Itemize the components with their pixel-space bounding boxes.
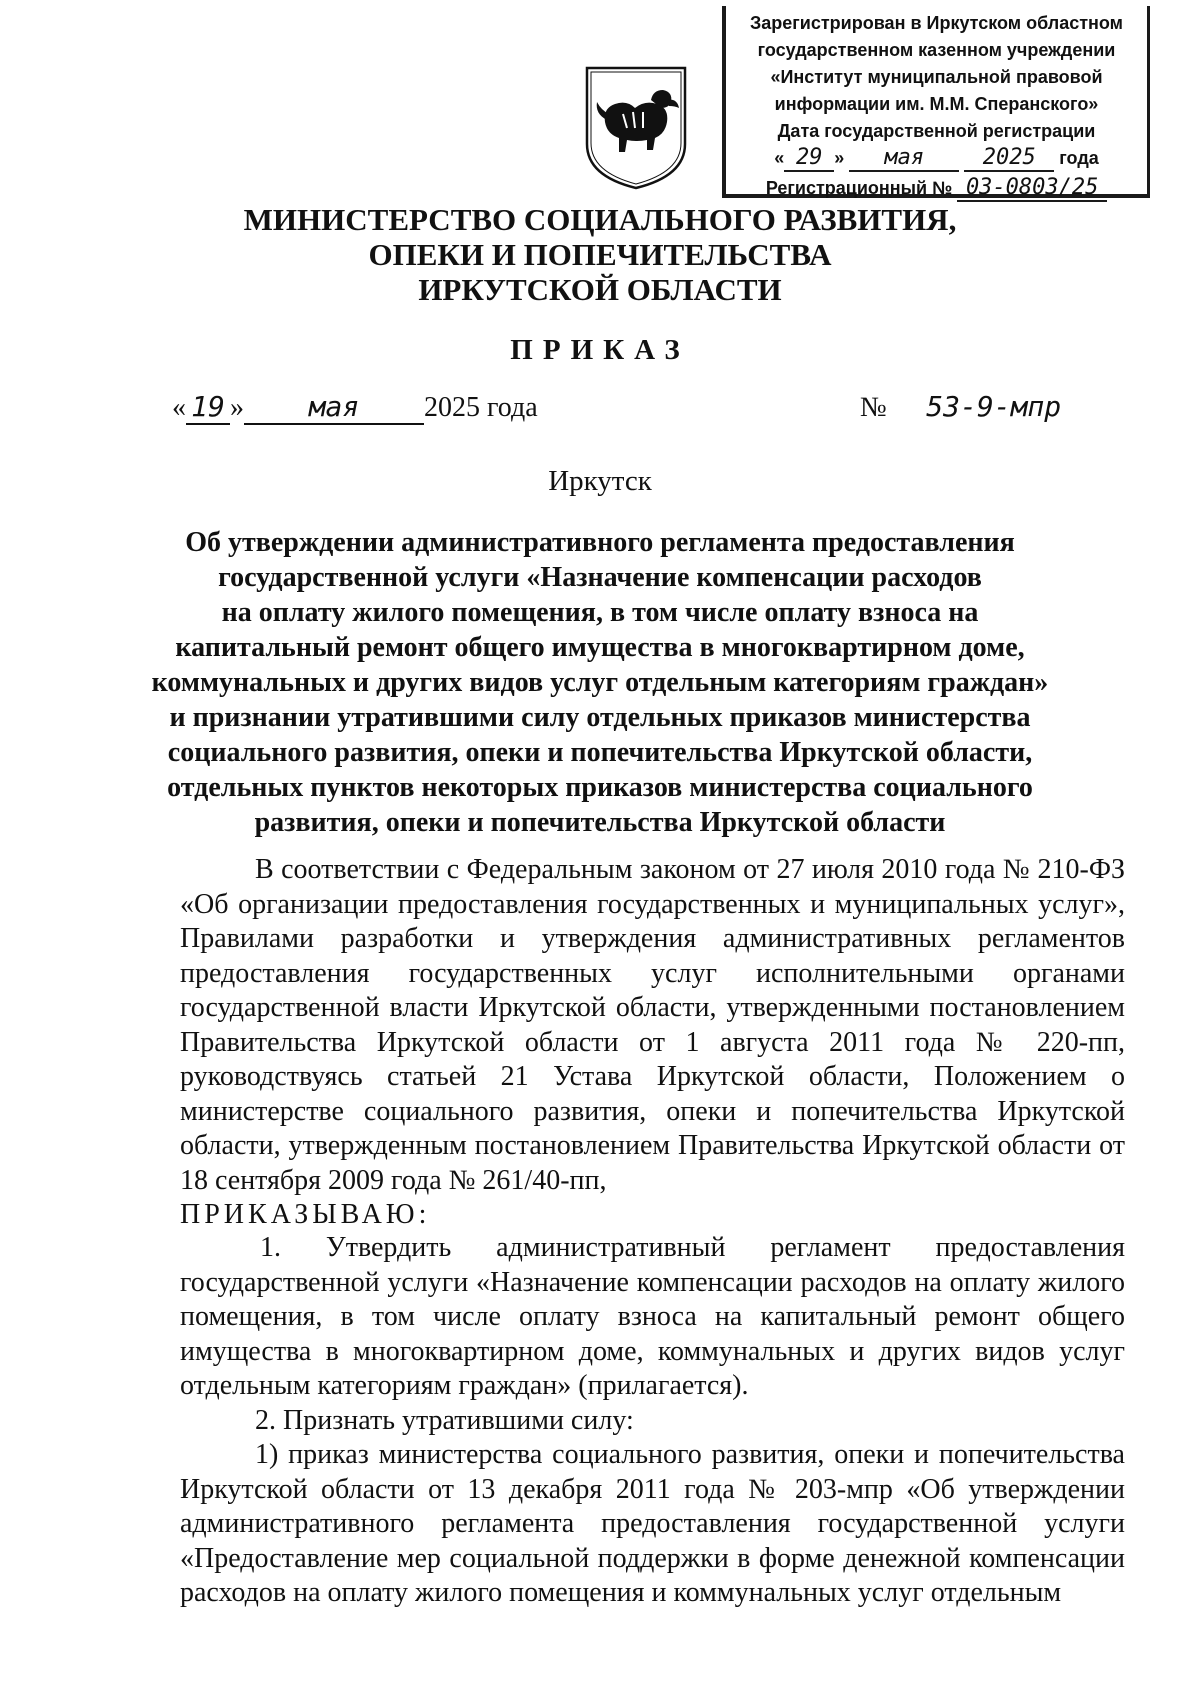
title-line-4: капитальный ремонт общего имущества в многоквартирном доме, <box>175 632 1025 663</box>
coat-of-arms-icon <box>583 64 689 190</box>
stamp-month: мая <box>849 146 959 172</box>
date-open-quote: « <box>172 392 186 423</box>
title-line-2: государственной услуги «Назначение компенсации расходов <box>218 562 982 593</box>
stamp-open-quote: « <box>774 148 785 168</box>
order-verb: ПРИКАЗЫВАЮ: <box>180 1199 431 1230</box>
stamp-line-1: Зарегистрирован в Иркутском областном <box>750 13 1123 33</box>
date-month: мая <box>244 390 424 425</box>
title-line-6: и признании утратившими силу отдельных приказов министерства <box>169 702 1031 733</box>
item-2-paragraph: 2. Признать утратившими силу: <box>255 1405 634 1436</box>
date-day: 19 <box>186 390 230 425</box>
stamp-line-5: Дата государственной регистрации <box>777 121 1096 141</box>
stamp-year-suffix: года <box>1059 148 1099 168</box>
title-line-9: развития, опеки и попечительства Иркутской области <box>254 807 946 838</box>
preamble-paragraph: В соответствии с Федеральным законом от 27 июля 2010 года № 210-ФЗ «Об организации предоставления государственных и муниципальных услуг», Правилами разработки и утверждения административных регламентов предоставления государственных услуг исполнительными органами государственной власти Иркутской области, утвержденными постановлением Правительства Иркутской области от 1 августа 2011 года № 220-пп, руководствуясь статьей 21 Устава Иркутской области, Положением о министерстве социального развития, опеки и попечительства Иркутской области, утвержденным постановлением Правительства Иркутской области от 18 сентября 2009 года № 261/40-пп, <box>180 854 1125 1196</box>
document-title <box>0 525 1200 840</box>
order-number <box>860 390 1094 424</box>
stamp-reg-label: Регистрационный № <box>765 178 953 198</box>
stamp-close-quote: » <box>834 148 845 168</box>
item-2-1-paragraph: 1) приказ министерства социального развития, опеки и попечительства Иркутской области от 13 декабря 2011 года № 203-мпр «Об утверждении административного регламента предоставления государственной услуги «Предоставление мер социальной поддержки в форме денежной компенсации расходов на оплату жилого помещения и коммунальных услуг отдельным <box>180 1439 1125 1608</box>
ministry-line-1: МИНИСТЕРСТВО СОЦИАЛЬНОГО РАЗВИТИЯ, <box>243 202 957 237</box>
title-line-3: на оплату жилого помещения, в том числе оплату взноса на <box>221 597 979 628</box>
stamp-year: 2025 <box>964 146 1054 172</box>
item-1-paragraph: 1. Утвердить административный регламент предоставления государственной услуги «Назначение компенсации расходов на оплату жилого помещения, в том числе оплату взноса на капитальный ремонт общего имущества в многоквартирном доме, коммунальных и других видов услуг отдельным категориям граждан» (прилагается). <box>180 1232 1125 1401</box>
order-word: ПРИКАЗ <box>510 334 690 366</box>
stamp-day: 29 <box>784 146 834 172</box>
date-year: 2025 года <box>424 392 538 423</box>
title-line-8: отдельных пунктов некоторых приказов министерства социального <box>167 772 1033 803</box>
ministry-line-2: ОПЕКИ И ПОПЕЧИТЕЛЬСТВА <box>368 237 832 272</box>
date-close-quote: » <box>230 392 244 423</box>
stamp-reg-number: 03-0803/25 <box>957 176 1107 202</box>
ministry-line-3: ИРКУТСКОЙ ОБЛАСТИ <box>418 272 782 307</box>
stamp-line-4: информации им. М.М. Сперанского» <box>774 94 1099 114</box>
title-line-5: коммунальных и других видов услуг отдельным категориям граждан» <box>151 667 1049 698</box>
ministry-heading <box>0 202 1200 307</box>
stamp-line-3: «Институт муниципальной правовой <box>770 67 1103 87</box>
city: Иркутск <box>548 465 652 497</box>
title-line-1: Об утверждении административного регламента предоставления <box>185 527 1015 558</box>
stamp-date <box>726 145 1147 175</box>
stamp-reg <box>726 175 1147 205</box>
number-value: 53-9-мпр <box>926 390 1062 423</box>
registration-stamp <box>722 6 1150 198</box>
title-line-7: социального развития, опеки и попечительства Иркутской области, <box>167 737 1033 768</box>
number-sign: № <box>860 392 887 423</box>
stamp-line-2: государственном казенном учреждении <box>757 40 1116 60</box>
order-date <box>172 390 538 425</box>
